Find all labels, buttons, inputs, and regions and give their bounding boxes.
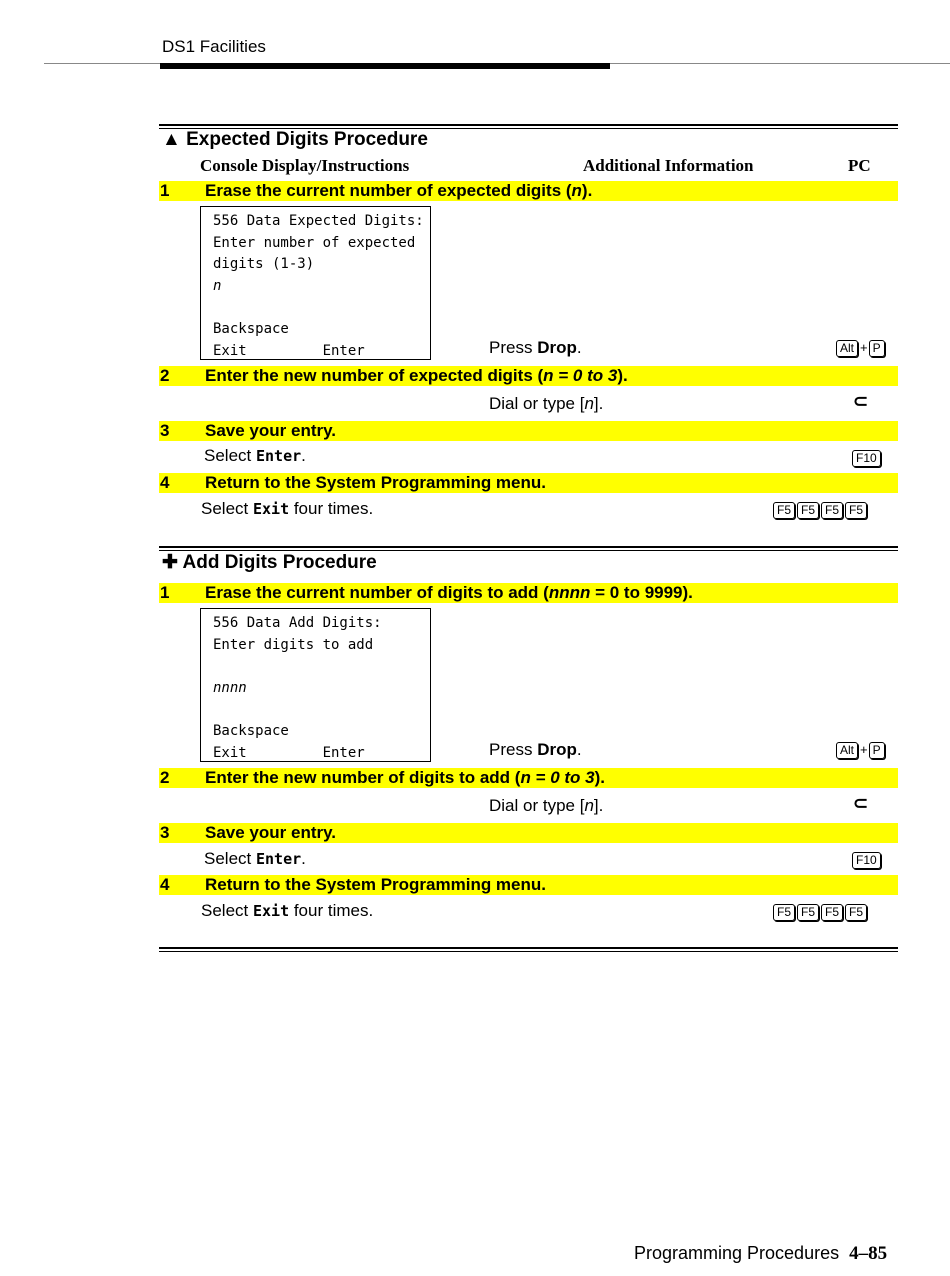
p-key-icon: P [869,340,885,357]
console-line: Exit Enter [213,342,365,359]
console-line: Backspace [213,320,289,337]
step-text: Erase the current number of expected digits (n). [205,181,593,200]
step-text: Erase the current number of digits to add (nnnn = 0 to 9999). [205,583,693,602]
step-number: 3 [160,823,170,842]
page-number: 4–85 [849,1243,888,1264]
alt-p-keys: Alt + P [836,339,887,357]
step-number: 2 [160,366,170,385]
console-line: Enter digits to add [213,636,374,653]
step-number: 2 [160,768,170,787]
press-drop-instruction: Press Drop. [489,740,582,759]
console-display [200,206,431,360]
step-number: 1 [160,583,170,602]
procedure-title-add-digits: ✚ Add Digits Procedure [162,552,377,573]
p-key-icon: P [869,742,885,759]
step-number: 1 [160,181,170,200]
step-text: Save your entry. [205,421,337,440]
step-text: Return to the System Programming menu. [205,875,546,894]
f10-key [852,449,883,467]
f5-key-icon: F5 [845,502,867,519]
console-line: Backspace [213,722,289,739]
column-header-info: Additional Information [583,156,754,175]
console-line: n [213,277,222,294]
header-bar [160,63,610,69]
dial-icon: ⊂ [853,391,869,411]
select-enter-instruction: Select Enter. [204,849,306,868]
f5-key-icon: F5 [773,904,795,921]
procedure-title-expected-digits: ▲ Expected Digits Procedure [162,129,428,150]
step-text: Return to the System Programming menu. [205,473,546,492]
console-line: 556 Data Add Digits: [213,615,382,631]
f5-key-icon: F5 [845,904,867,921]
dial-instruction: Dial or type [n]. [489,796,604,815]
console-line: Enter number of expected [213,234,416,251]
console-line: nnnn [213,679,247,696]
dial-instruction: Dial or type [n]. [489,394,604,413]
select-exit-instruction: Select Exit four times. [201,901,374,920]
f10-key-icon: F10 [852,450,881,467]
footer-section-title: Programming Procedures [634,1243,840,1263]
f5-keys [773,501,869,519]
console-line [213,297,430,319]
cross-icon: ✚ [162,552,178,573]
column-header-pc: PC [848,156,871,175]
alt-p-keys: Alt + P [836,741,887,759]
f10-key [852,851,883,869]
section-rule [159,947,898,952]
console-line: 556 Data Expected Digits: [213,213,424,229]
page-footer [634,1243,887,1265]
f5-key-icon: F5 [821,904,843,921]
f5-keys [773,903,869,921]
f10-key-icon: F10 [852,852,881,869]
step-number: 4 [160,875,170,894]
f5-key-icon: F5 [773,502,795,519]
step-number: 3 [160,421,170,440]
dial-icon: ⊂ [853,793,869,813]
console-line: digits (1-3) [213,256,315,273]
console-line [213,656,430,678]
press-drop-instruction: Press Drop. [489,338,582,357]
alt-key-icon: Alt [836,340,858,357]
f5-key-icon: F5 [797,502,819,519]
alt-key-icon: Alt [836,742,858,759]
f5-key-icon: F5 [821,502,843,519]
console-display [200,608,431,762]
console-line [213,699,430,721]
step-text: Enter the new number of expected digits (n = 0 to 3). [205,366,628,385]
step-text: Save your entry. [205,823,337,842]
page-header-title: DS1 Facilities [162,37,266,56]
console-line: Exit Enter [213,744,365,761]
step-text: Enter the new number of digits to add (n = 0 to 3). [205,768,606,787]
f5-key-icon: F5 [797,904,819,921]
select-exit-instruction: Select Exit four times. [201,499,374,518]
column-header-console: Console Display/Instructions [200,156,410,175]
triangle-icon: ▲ [162,129,181,150]
select-enter-instruction: Select Enter. [204,446,306,465]
step-number: 4 [160,473,170,492]
